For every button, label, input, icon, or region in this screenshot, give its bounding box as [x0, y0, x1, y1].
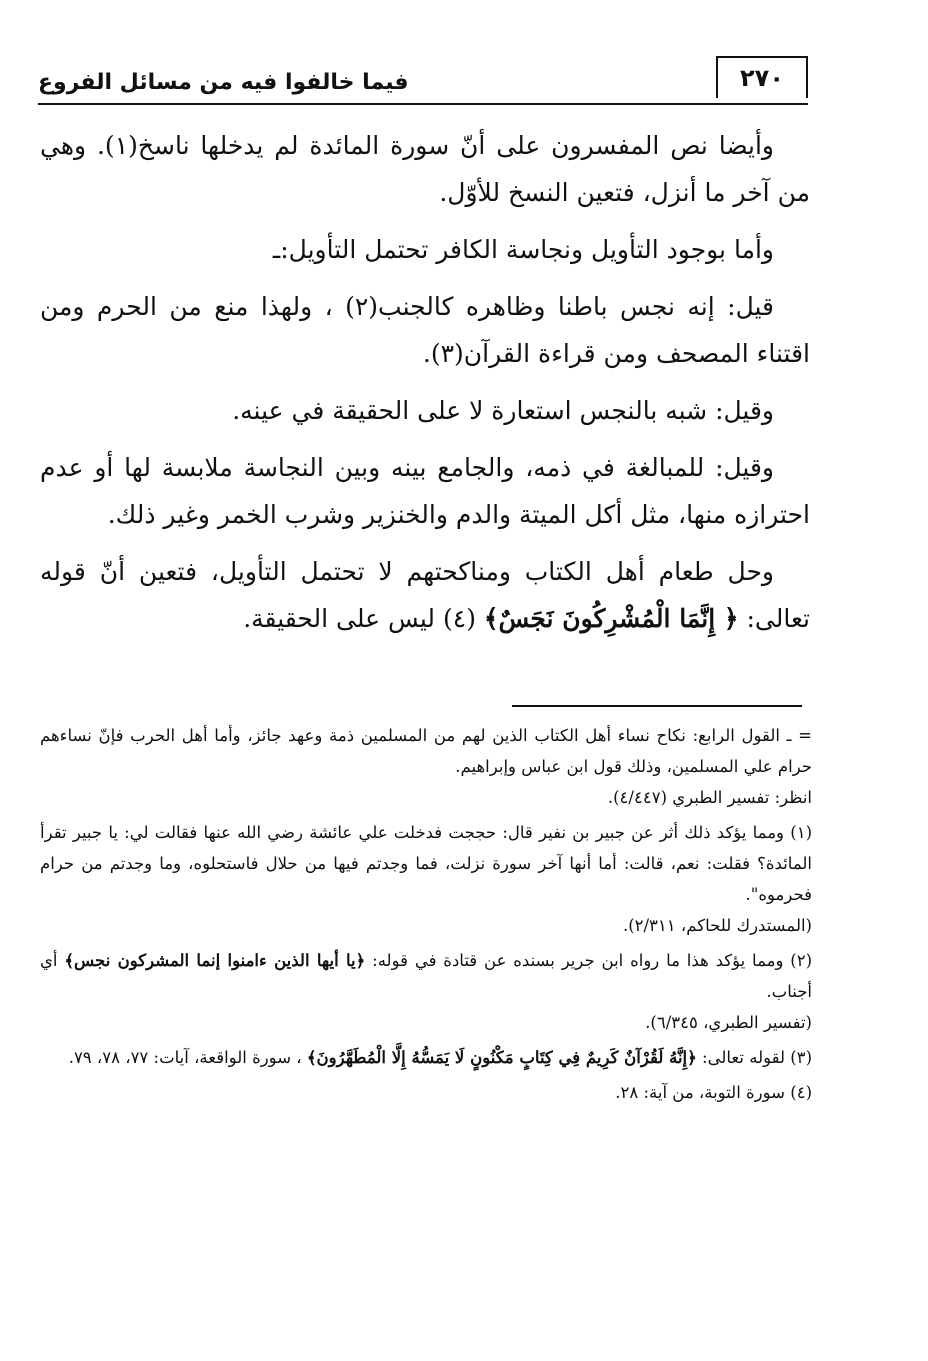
footnote-4-text: (٤) سورة التوبة، من آية: ٢٨.	[615, 1083, 812, 1102]
footnote-3-text: (٣) لقوله تعالى:	[696, 1048, 812, 1067]
footnote-separator	[512, 705, 802, 707]
footnote-2-text: (٢) ومما يؤكد هذا ما رواه ابن جرير بسنده عن قتادة في قوله:	[365, 951, 813, 970]
main-text	[40, 122, 810, 652]
footnote-1	[40, 817, 812, 941]
footnote-2-source: (تفسير الطبري، ٦/٣٤٥).	[645, 1013, 812, 1032]
paragraph-abrogation: وأيضا نص المفسرون على أنّ سورة المائدة لم يدخلها ناسخ(١). وهي من آخر ما أنزل، فتعين النسخ للأوّل.	[40, 131, 810, 207]
page-number: ٢٧٠	[716, 56, 808, 98]
paragraph-second-opinion: وقيل: شبه بالنجس استعارة لا على الحقيقة في عينه.	[232, 396, 774, 425]
footnote-3-quote: ﴿إِنَّهُ لَقُرْآنٌ كَرِيمٌ فِي كِتَابٍ مَكْنُونٍ لَا يَمَسُّهُ إِلَّا الْمُطَهَّرُونَ﴾	[306, 1048, 697, 1067]
footnote-2-after: أي أجناب.	[40, 951, 812, 1001]
paragraph-first-opinion: قيل: إنه نجس باطنا وظاهره كالجنب(٢) ، ولهذا منع من الحرم ومن اقتناء المصحف ومن قراءة القرآن(٣).	[40, 292, 810, 368]
conclusion-text: وحل طعام أهل الكتاب ومناكحتهم لا تحتمل التأويل، فتعين أنّ قوله تعالى:	[40, 557, 810, 633]
quran-quote: ﴿ إِنَّمَا الْمُشْرِكُونَ نَجَسٌ﴾	[483, 604, 739, 633]
paragraph-conclusion	[40, 548, 810, 642]
footnote-continued-source: انظر: تفسير الطبري (٤/٤٤٧).	[607, 788, 812, 807]
footnotes	[40, 720, 812, 1112]
footnote-1-text: (١) ومما يؤكد ذلك أثر عن جبير بن نفير قال: حججت فدخلت علي عائشة رضي الله عنها فقالت لي: يا جبير تقرأ المائدة؟ فقلت: نعم، قالت: أما أنها آخر سورة نزلت، فما وجدتم فيها من حلال فاستحلوه، وما وجدتم من حرام فحرموه".	[40, 823, 812, 904]
footnote-continued	[40, 720, 812, 813]
footnote-2-quote: ﴿يا أيها الذين ءامنوا إنما المشركون نجس﴾	[64, 951, 366, 970]
footnote-3-body	[40, 1042, 812, 1073]
footnote-4	[40, 1077, 812, 1108]
footnote-continued-text: = ـ القول الرابع: نكاح نساء أهل الكتاب الذين لهم من المسلمين ذمة وعهد جائز، وأما أهل الحرب فإنّ نساءهم حرام علي المسلمين، وذلك قول ابن عباس وإبراهيم.	[40, 726, 812, 776]
footnote-1-source: (المستدرك للحاكم، ٢/٣١١).	[622, 916, 812, 935]
footnote-3-after: ، سورة الواقعة، آيات: ٧٧، ٧٨، ٧٩.	[68, 1048, 307, 1067]
paragraph-interpretation-intro: وأما بوجود التأويل ونجاسة الكافر تحتمل التأويل:ـ	[272, 235, 774, 264]
footnote-2	[40, 945, 812, 1038]
paragraph-third-opinion: وقيل: للمبالغة في ذمه، والجامع بينه وبين النجاسة ملابسة لها أو عدم احترازه منها، مثل أكل الميتة والدم والخنزير وشرب الخمر وغير ذلك.	[40, 453, 810, 529]
header-rule	[38, 103, 808, 105]
footnote-3	[40, 1042, 812, 1073]
running-title: فيما خالفوا فيه من مسائل الفروع	[38, 70, 409, 95]
footnote-2-body	[40, 945, 812, 1007]
conclusion-end: (٤) ليس على الحقيقة.	[243, 604, 484, 633]
